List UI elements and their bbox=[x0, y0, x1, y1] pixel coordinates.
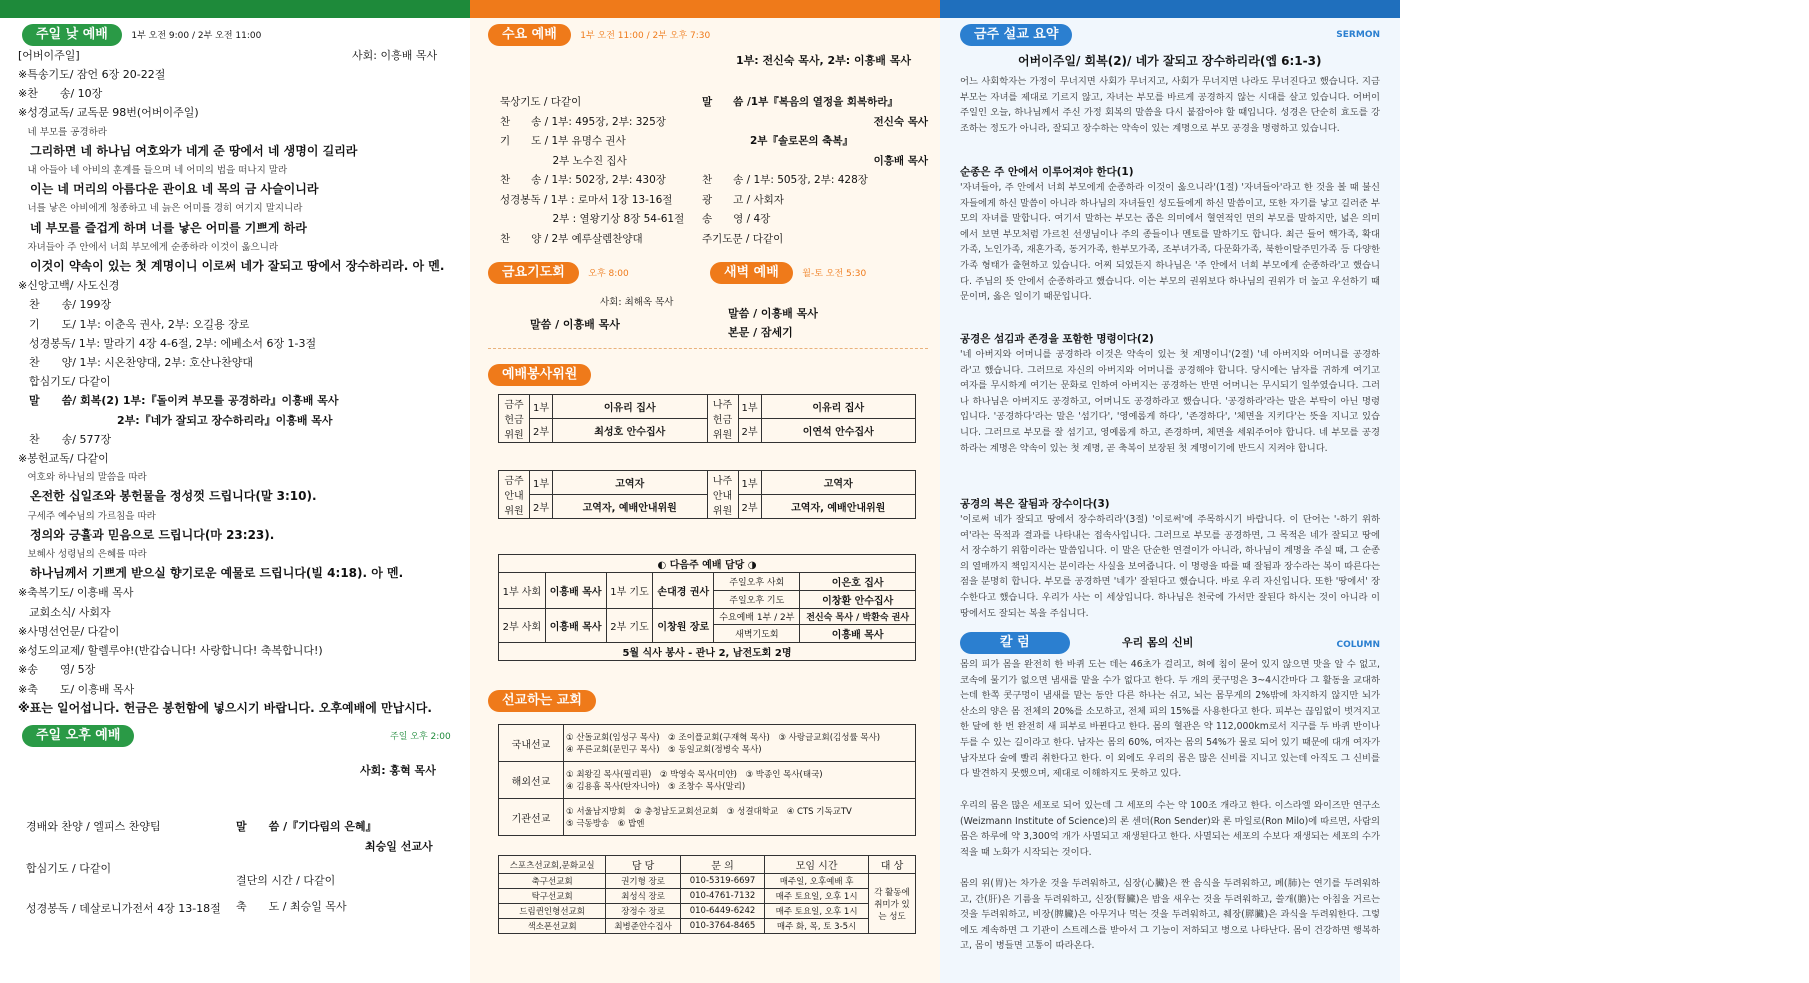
next-week-table bbox=[498, 554, 916, 661]
order-line: 온전한 십일조와 봉헌물을 정성껏 드립니다(말 3:10). bbox=[18, 489, 317, 504]
order-line: ※봉헌교독/ 다같이 bbox=[18, 452, 109, 466]
order-line: 찬 양/ 1부: 시온찬양대, 2부: 호산나찬양대 bbox=[18, 356, 253, 370]
order-line: 이는 네 머리의 아름다운 관이요 네 목의 금 사슬이니라 bbox=[18, 182, 319, 197]
cell: 손대경 권사 bbox=[653, 573, 714, 609]
order-line: ※신앙고백/ 사도신경 bbox=[18, 279, 120, 293]
order-line: ※송 영/ 5장 bbox=[18, 663, 96, 677]
order-line: 찬 송 / 1부: 502장, 2부: 430장 bbox=[500, 174, 666, 186]
cell: 주일오후 사회 bbox=[714, 573, 800, 591]
cell: 이유리 집사 bbox=[761, 395, 916, 419]
order-line: 송 영 / 4장 bbox=[702, 213, 771, 225]
order-line: 정의와 긍휼과 믿음으로 드립니다(마 23:23). bbox=[18, 527, 275, 542]
cell: 전신숙 목사 / 박환숙 권사 bbox=[800, 609, 916, 625]
column-header: 칼 럼 bbox=[960, 632, 1070, 654]
order-line: ※특송기도/ 잠언 6장 20-22절 bbox=[18, 68, 166, 81]
cell: 매주 토요일, 오후 1시 bbox=[765, 889, 869, 904]
cell: 2부 bbox=[738, 419, 761, 443]
cell: 나주 헌금 위원 bbox=[707, 395, 738, 443]
order-line: 찬 송 / 1부: 495장, 2부: 325장 bbox=[500, 115, 666, 128]
order-line: 찬 송/ 199장 bbox=[18, 298, 112, 312]
cell: 고역자, 예배안내위원 bbox=[553, 495, 708, 519]
cell: 010-6449-6242 bbox=[680, 904, 764, 919]
order-line: 성경봉독 / 1부 : 로마서 1장 13-16절 bbox=[500, 193, 673, 206]
order-line: 찬 양 / 2부 예루살렘찬양대 bbox=[500, 232, 643, 245]
sunday-pm-header: 주일 오후 예배 bbox=[22, 725, 134, 747]
column-eng-label: COLUMN bbox=[1336, 640, 1380, 650]
dawn-text: 본문 / 잠세기 bbox=[728, 326, 793, 339]
cell: 고역자 bbox=[553, 471, 708, 495]
cell: 이창환 안수집사 bbox=[800, 591, 916, 609]
order-line: 주기도문 / 다같이 bbox=[702, 232, 784, 245]
cell: ① 최왕길 목사(필리핀) ② 박영숙 목사(미얀) ③ 박종인 목사(태국) ④ 김용흠 목사(탄자니아) ⑤ 조창수 목사(말리) bbox=[564, 762, 916, 799]
order-line: 자녀들아 주 안에서 너희 부모에게 순종하라 이것이 옳으니라 bbox=[18, 241, 279, 253]
sermon-point-1: 순종은 주 안에서 이루어져야 한다(1) bbox=[960, 166, 1134, 178]
mission-table bbox=[498, 724, 916, 836]
sports-table bbox=[498, 855, 916, 934]
weekday-column bbox=[470, 0, 940, 983]
friday-leader: 사회: 최해옥 목사 bbox=[600, 297, 674, 308]
order-line: 전신숙 목사 bbox=[873, 115, 928, 128]
orange-band bbox=[470, 0, 940, 18]
order-line: 찬 송 / 1부: 505장, 2부: 428장 bbox=[702, 174, 868, 186]
cell: 색소폰선교회 bbox=[499, 919, 606, 934]
cell: 이흥배 목사 bbox=[545, 609, 606, 643]
cell: 금주 안내 위원 bbox=[499, 471, 530, 519]
cell: 2부 기도 bbox=[606, 609, 653, 643]
cell: ① 서울남지방회 ② 충청남도교회선교회 ③ 성결대학교 ④ CTS 기독교TV ⑤ 극동방송 ⑥ 밥엔 bbox=[564, 799, 916, 836]
cell: 각 활동에 취미가 있는 성도 bbox=[869, 874, 916, 934]
dawn-preacher: 말씀 / 이흥배 목사 bbox=[728, 307, 818, 320]
table-row bbox=[499, 395, 916, 419]
order-line: ※표는 일어섭니다. 헌금은 봉헌함에 넣으시기 바랍니다. 오후예배에 만납시다. bbox=[18, 700, 432, 715]
cell: 2부 bbox=[738, 495, 761, 519]
cell: 010-4761-7132 bbox=[680, 889, 764, 904]
wednesday-preachers: 1부: 전신숙 목사, 2부: 이흥배 목사 bbox=[736, 54, 911, 67]
order-line: 묵상기도 / 다같이 bbox=[500, 96, 582, 108]
cell: 1부 bbox=[738, 471, 761, 495]
pm-order-prayer: 합심기도 / 다같이 bbox=[26, 862, 112, 875]
table-row bbox=[499, 609, 916, 625]
cell: 2부 bbox=[530, 419, 553, 443]
sermon-eng-label: SERMON bbox=[1336, 30, 1380, 40]
order-line: 2부 : 열왕기상 8장 54-61절 bbox=[500, 213, 685, 225]
order-line: 네 부모를 즐겁게 하며 너를 낳은 어미를 기쁘게 하라 bbox=[18, 220, 307, 235]
pm-order-sermon: 말 씀 /『기다림의 은혜』 bbox=[236, 820, 377, 833]
cell: 이창원 장로 bbox=[653, 609, 714, 643]
column-para-3: 몸의 위(胃)는 차가운 것을 두려워하고, 심장(心臟)은 짠 음식을 두려워하고, 폐(肺)는 연기를 두려워하고, 간(肝)은 기름을 두려워하고, 신장(腎臟)은 밤을 새우는 것을 두려워하고, 쓸개(膽)는 아침을 거르는 것을 두려워하고, 비장(脾臟)은 아무거나 먹는 것을 두려워하고, 췌장(膵臟)은 과식을 두려워한다. 그렇에도 계속하면 그 기관이 스트레스를 받아서 그 기능이 저하되고 병으로 나타난다. 몸이 건강하면 행복하고, 몸이 병들면 고통이 따라온다. bbox=[960, 878, 1380, 952]
cell: 문 의 bbox=[680, 856, 764, 874]
table-row bbox=[499, 874, 916, 889]
green-band bbox=[0, 0, 470, 18]
order-line: 말 씀/ 회복(2) 1부:『돌이켜 부모를 공경하라』이흥배 목사 bbox=[18, 394, 339, 408]
cell: 최성호 안수집사 bbox=[553, 419, 708, 443]
order-line: 교회소식/ 사회자 bbox=[18, 605, 111, 619]
blue-band bbox=[940, 0, 1400, 18]
pm-order-benediction: 축 도 / 최승일 목사 bbox=[236, 900, 347, 913]
cell: 매주 화, 목, 토 3-5시 bbox=[765, 919, 869, 934]
table-row bbox=[499, 762, 916, 799]
cell: 매주일, 오후예배 후 bbox=[765, 874, 869, 889]
cell: 권기형 장로 bbox=[606, 874, 681, 889]
sermon-para-3: '이로써 네가 잘되고 땅에서 장수하리라'(3절) '이로써'에 주목하시기 바랍니다. 이 단어는 '-하기 위하여'라는 목적과 결과를 나타내는 접속사입니다. 그러므로 부모를 공경하면, 그 목적은 네가 잘되고 땅에서 장수하기 위함이라는 말씀입니다. 이 말은 단순한 연결이가 아니라, 하나님이 계명을 주실 때, 그 순종의 열매까지 책임지시는 분이라는 사실을 보여줍니다. 이 명령을 따를 때 잘됨과 장수라는 복이 따른다는 점을 분명히 합니다. 부모를 공경하면 '네가' 잘된다고 했습니다. 바로 우리 자신입니다. 또한 '땅에서' 장수한다고 했습니다. 우리가 사는 이 세상입니다. 하나님은 천국에 가서만 잘된다 하시는 것이 아니라 이 땅에서도 잘되는 복을 주십니다. bbox=[960, 514, 1380, 619]
cell: 최병준안수집사 bbox=[606, 919, 681, 934]
pm-order-decision: 결단의 시간 / 다같이 bbox=[236, 874, 336, 887]
order-line: 합심기도/ 다같이 bbox=[18, 375, 111, 389]
order-line: ※축 도/ 이흥배 목사 bbox=[18, 682, 135, 696]
cell: 1부 bbox=[530, 471, 553, 495]
order-line: 성경봉독/ 1부: 말라기 4장 4-6절, 2부: 에베소서 6장 1-3절 bbox=[18, 336, 317, 350]
sermon-intro: 어느 사회학자는 가정이 무너지면 사회가 무너지고, 사회가 무너지면 나라도 무너진다고 했습니다. 지금 부모는 자녀를 제대로 기르지 않고, 자녀는 부모를 바르게 공경하지 않는 시대를 살고 있습니다. 어버이 주일인 오늘, 하나님께서 주신 가정 회복의 말씀을 다시 붙잡아야 할 때입니다. 성경은 단순히 효도를 강조하는 정도가 아니라, 잘되고 장수하는 약속이 있는 계명으로 부모 공경을 명령하고 있습니다. bbox=[960, 76, 1380, 134]
cell: 이유리 집사 bbox=[553, 395, 708, 419]
order-line: 2부:『네가 잘되고 장수하리라』이흥배 목사 bbox=[18, 413, 333, 427]
mission-header: 선교하는 교회 bbox=[488, 690, 596, 712]
cell: 이흥배 목사 bbox=[800, 625, 916, 643]
column-title: 우리 몸의 신비 bbox=[1122, 636, 1194, 649]
cell: 1부 사회 bbox=[499, 573, 546, 609]
sunday-worship-time: 1부 오전 9:00 / 2부 오전 11:00 bbox=[131, 31, 262, 41]
column-para-2: 우리의 몸은 많은 세포로 되어 있는데 그 세포의 수는 약 100조 개라고 한다. 이스라엘 와이즈만 연구소(Weizmann Institute of Science)의 론 센더(Ron Sender)와 론 마일로(Ron Milo)에 따르면, 사람의 몸은 하루에 약 3,300억 개가 사멸되고 재생된다고 한다. 사멸되는 세포의 수보다 재생되는 세포의 수가 적을 때 노화가 시작되는 것이다. bbox=[960, 800, 1380, 858]
cell: 금주 헌금 위원 bbox=[499, 395, 530, 443]
sermon-point-2: 공경은 섬김과 존경을 포함한 명령이다(2) bbox=[960, 333, 1154, 345]
cell: 국내선교 bbox=[499, 725, 564, 762]
order-line: 여호와 하나님의 말씀을 따라 bbox=[18, 472, 147, 484]
order-line: 네 부모를 공경하라 bbox=[18, 126, 107, 138]
sermon-para-2: '네 아버지와 어머니를 공경하라 이것은 약속이 있는 첫 계명이니'(2절) '네 아버지와 어머니를 공경하라'고 했습니다. 그러므로 자신의 아버지와 어머니를 공경해야 합니다. 당시에는 남자를 귀하게 여기고 여자를 무시하게 여기는 문화로 인하여 아버지는 공경하는 반면 어머니는 무시되기 일쑤였습니다. 그러나 하나님은 아버지도 공경하고, 어머니도 공경하라고 했습니다. '공경하라'라는 말은 부탁이 아닌 명령입니다. '공경하다'라는 말은 '섬기다', '영예롭게 하다', '존경하다', '체면을 지키다'는 뜻을 지니고 있습니다. 그러므로 부모를 잘 섬기고, 영예롭게 하고, 존경하며, 체면을 세워주어야 합니다. 네 부모를 공경하라는 계명은 약속이 있는 첫 계명, 곧 축복이 보장된 첫 계명이기에 반드시 지켜야 합니다. bbox=[960, 349, 1380, 454]
wednesday-time: 1부 오전 11:00 / 2부 오후 7:30 bbox=[580, 31, 711, 41]
committee-table-2 bbox=[498, 470, 916, 519]
cell: 1부 bbox=[530, 395, 553, 419]
friday-time: 오후 8:00 bbox=[588, 269, 629, 279]
pm-order-praise: 경배와 찬양 / 엘피스 찬양팀 bbox=[26, 820, 161, 833]
cell: 010-5319-6697 bbox=[680, 874, 764, 889]
column-para-1: 몸의 피가 몸을 완전히 한 바퀴 도는 데는 46초가 걸리고, 혀에 침이 묻어 있지 않으면 맛을 알 수 없고, 코속에 물기가 없으면 냄새를 맡을 수가 없다고 한다. 두 개의 콧구멍은 3~4시간마다 그 활동을 교대하는데 한쪽 콧구멍이 냄새를 맡는 동안 다른 하나는 쉬고, 뇌는 몸무게의 2%밖에 차지하지 않지만 뇌가 산소의 양은 몸 전체의 20%를 소모하고, 전체 피의 15%를 사용한다고 한다. 피부는 끊임없이 벗겨지고 한 달에 한 번 완전히 새 피부로 바뀐다고 한다. 몸의 혈관은 약 112,000km로서 지구를 두 바퀴 반이나 두를 수 있는 길이라고 한다. 남자는 몸의 60%, 여자는 몸의 54%가 물로 되어 있기 때문에 대개 여자가 남자보다 술에 빨리 취한다고 한다. 이 외에도 우리의 몸은 많은 신비를 지니고 있는데 아직도 그 신비를 다 발견하지 못했으며, 제대로 이해하지도 못하고 있다. bbox=[960, 659, 1380, 780]
cell: 모임 시간 bbox=[765, 856, 869, 874]
order-line: ※찬 송/ 10장 bbox=[18, 87, 103, 101]
cell: 탁구선교회 bbox=[499, 889, 606, 904]
sunday-worship-header: 주일 낮 예배 bbox=[22, 24, 122, 46]
sermon-column bbox=[940, 0, 1400, 983]
sermon-title: 어버이주일/ 회복(2)/ 네가 잘되고 장수하리라(엡 6:1-3) bbox=[1018, 54, 1322, 68]
cell: 이은호 집사 bbox=[800, 573, 916, 591]
cell: 매주 토요일, 오후 1시 bbox=[765, 904, 869, 919]
cell: 010-3764-8465 bbox=[680, 919, 764, 934]
committee-table bbox=[498, 394, 916, 443]
cell: 장정수 장로 bbox=[606, 904, 681, 919]
order-line: 구세주 예수님의 가르침을 따라 bbox=[18, 510, 156, 522]
sunday-worship-column bbox=[0, 0, 470, 983]
cell: 수요예배 1부 / 2부 bbox=[714, 609, 800, 625]
friday-header: 금요기도회 bbox=[488, 262, 579, 284]
cell: ① 산돌교회(임성구 목사) ② 조이플교회(구재혁 목사) ③ 사랑글교회(김성률 목사) ④ 푸른교회(문민구 목사) ⑤ 동일교회(정병숙 목사) bbox=[564, 725, 916, 762]
cell: 주일오후 기도 bbox=[714, 591, 800, 609]
cell: 기관선교 bbox=[499, 799, 564, 836]
order-line: 2부『솔로몬의 축복』 bbox=[750, 135, 853, 147]
order-line: 그리하면 네 하나님 여호와가 네게 준 땅에서 네 생명이 길리라 bbox=[18, 143, 358, 158]
order-line: ※사명선언문/ 다같이 bbox=[18, 624, 120, 638]
sermon-para-1: '자녀들아, 주 안에서 너희 부모에게 순종하라 이것이 옳으니라'(1절) '자녀들아'라고 한 것을 볼 때 불신자들에게 하신 말씀이 아니라 하나님의 자녀들인 성도들에게 하신 말씀이고, 또한 자기를 낳고 길러준 부모의 자녀를 말합니다. 여기서 말하는 부모는 좁은 의미에서 혈연적인 면의 부모를 말하지만, 넓은 의미에서 보면 부모처럼 가르친 선생님이나 주의 종들이나 멘토를 말하기도 합니다. 최근 들어 핵가족, 확대가족, 노인가족, 재혼가족, 동거가족, 한부모가족, 조부녀가족, 다문화가족, 북한이탈주민가족 등 다양한 가족 형태가 출현하고 있습니다. 어찌 되었든지 하나님은 '주 안에서 너희 부모에게 순종하라'고 했습니다. 주님의 뜻 안에서 순종하라고 했습니다. 이는 부모의 권위보다 하나님의 권위가 더 높고 우선하기 때문이며, 옳은 일이기 때문입니다. bbox=[960, 182, 1380, 303]
sunday-pm-leader: 사회: 홍혁 목사 bbox=[360, 764, 436, 777]
table-row bbox=[499, 799, 916, 836]
order-line: 기 도 / 1부 유명수 권사 bbox=[500, 135, 626, 147]
wednesday-left-order bbox=[500, 93, 700, 249]
divider bbox=[488, 348, 928, 349]
cell: 스포츠선교회,문화교실 bbox=[499, 856, 606, 874]
order-line: ※성도의교제/ 할렐루야!(반갑습니다! 사랑합니다! 축복합니다!) bbox=[18, 644, 323, 658]
pm-order-preacher: 최승일 선교사 bbox=[365, 840, 433, 853]
cell: 새벽기도회 bbox=[714, 625, 800, 643]
cell: 1부 bbox=[738, 395, 761, 419]
wednesday-header: 수요 예배 bbox=[488, 24, 571, 46]
table-row bbox=[499, 573, 916, 591]
order-line: 찬 송/ 577장 bbox=[18, 432, 112, 446]
cell: 2부 bbox=[530, 495, 553, 519]
cell: 대 상 bbox=[869, 856, 916, 874]
wednesday-right-order bbox=[702, 93, 928, 249]
table-row bbox=[499, 471, 916, 495]
dawn-header: 새벽 예배 bbox=[710, 262, 793, 284]
order-line: 내 아들아 네 아비의 훈계를 들으며 네 어미의 법을 떠나지 말라 bbox=[18, 165, 288, 177]
order-line: 이것이 약속이 있는 첫 계명이니 이로써 네가 잘되고 땅에서 장수하리라. 아 멘. bbox=[18, 259, 445, 274]
order-line: 보혜사 성령님의 은혜를 따라 bbox=[18, 549, 147, 561]
cell: 이연석 안수집사 bbox=[761, 419, 916, 443]
dawn-time: 월-토 오전 5:30 bbox=[802, 269, 867, 279]
order-line: 너를 낳은 아비에게 청종하고 네 늙은 어미를 경히 여기지 말지니라 bbox=[18, 203, 303, 215]
cell: 1부 기도 bbox=[606, 573, 653, 609]
sunday-leader: 사회: 이흥배 목사 bbox=[352, 49, 438, 62]
friday-preacher: 말씀 / 이흥배 목사 bbox=[530, 318, 620, 331]
sermon-point-3: 공경의 복은 잘됨과 장수이다(3) bbox=[960, 498, 1110, 510]
table-row bbox=[499, 643, 916, 661]
next-week-header: ◐ 다음주 예배 담당 ◑ bbox=[499, 555, 916, 573]
next-week-footer: 5월 식사 봉사 - 관나 2, 남전도회 2명 bbox=[499, 643, 916, 661]
cell: 나주 안내 위원 bbox=[707, 471, 738, 519]
pm-order-reading: 성경봉독 / 데살로니가전서 4장 13-18절 bbox=[26, 902, 221, 915]
cell: 고역자 bbox=[761, 471, 916, 495]
table-row bbox=[499, 919, 916, 934]
cell: 이흥배 목사 bbox=[545, 573, 606, 609]
cell: 2부 사회 bbox=[499, 609, 546, 643]
cell: 고역자, 예배안내위원 bbox=[761, 495, 916, 519]
table-row bbox=[499, 555, 916, 573]
occasion: [어버이주일] bbox=[18, 49, 80, 62]
sermon-header: 금주 설교 요약 bbox=[960, 24, 1072, 46]
table-row bbox=[499, 856, 916, 874]
cell: 축구선교회 bbox=[499, 874, 606, 889]
order-line: 하나님께서 기쁘게 받으실 향기로운 예물로 드립니다(빌 4:18). 아 멘. bbox=[18, 566, 404, 581]
order-line: ※축복기도/ 이흥배 목사 bbox=[18, 586, 134, 600]
cell: 최성식 장로 bbox=[606, 889, 681, 904]
order-line: 광 고 / 사회자 bbox=[702, 193, 784, 206]
table-row bbox=[499, 725, 916, 762]
cell: 담 당 bbox=[606, 856, 681, 874]
table-row bbox=[499, 904, 916, 919]
order-line: ※성경교독/ 교독문 98번(어버이주일) bbox=[18, 106, 199, 120]
cell: 드림퀸인형선교회 bbox=[499, 904, 606, 919]
committee-header: 예배봉사위원 bbox=[488, 364, 591, 386]
sunday-pm-time: 주일 오후 2:00 bbox=[390, 732, 451, 742]
cell: 해외선교 bbox=[499, 762, 564, 799]
order-line: 2부 노수진 집사 bbox=[500, 154, 627, 167]
order-line: 기 도/ 1부: 이춘옥 권사, 2부: 오길용 장로 bbox=[18, 317, 250, 331]
sunday-order-list bbox=[18, 65, 468, 718]
table-row bbox=[499, 889, 916, 904]
order-line: 이흥배 목사 bbox=[873, 154, 928, 167]
order-line: 말 씀 /1부『복음의 열정을 회복하라』 bbox=[702, 96, 898, 108]
